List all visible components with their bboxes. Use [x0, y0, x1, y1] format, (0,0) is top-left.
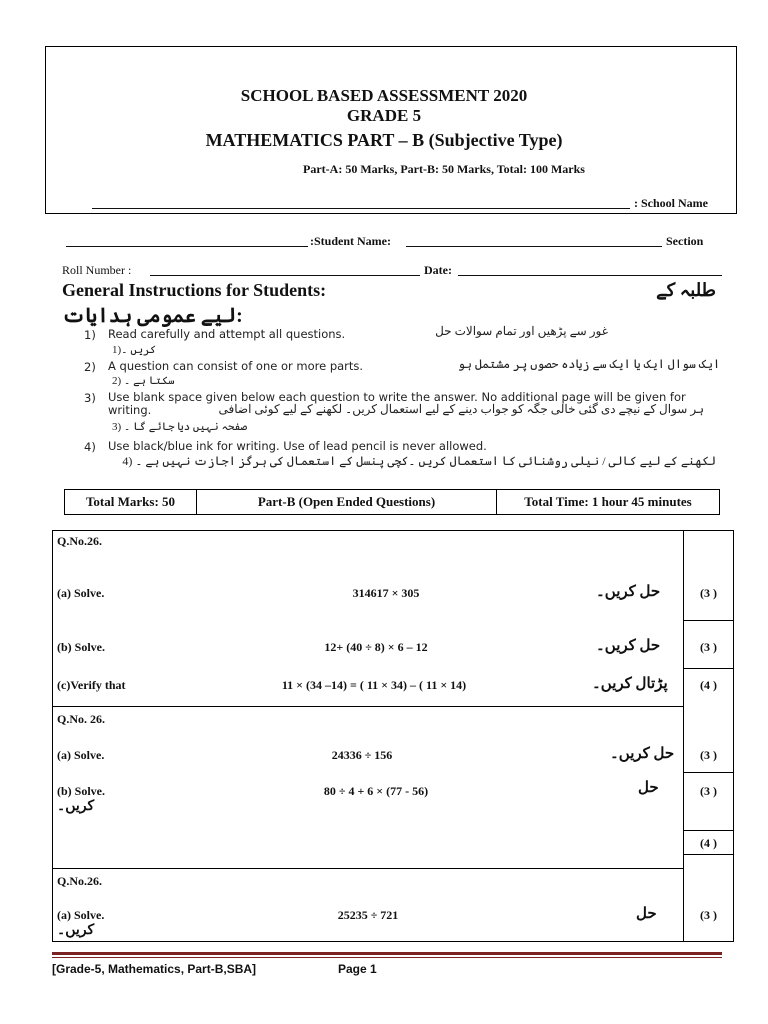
instruction-number: 4) — [84, 440, 96, 454]
footer-rule-thin — [52, 957, 722, 958]
school-name-label: : School Name — [634, 196, 708, 210]
marks-divider — [683, 772, 734, 773]
subject-title: MATHEMATICS PART – B (Subjective Type) — [205, 130, 563, 150]
marks-divider — [683, 620, 734, 621]
part-urdu: حل — [636, 906, 657, 922]
instruction-text: Use black/blue ink for writing. Use of lead pencil is never allowed. — [108, 439, 487, 453]
instruction-number: 1) — [84, 328, 96, 342]
part-expression: 12+ (40 ÷ 8) × 6 – 12 — [324, 640, 428, 654]
part-label: (a) Solve. — [57, 748, 105, 762]
part-expression: 314617 × 305 — [352, 586, 420, 600]
instruction-urdu: ہر سوال کے نیچے دی گئی خالی جگہ کو جواب دینے کے لیے استعمال کریں۔ لکھنے کے لیے کوئی اضافی — [218, 402, 704, 416]
part-urdu: حل — [638, 780, 659, 796]
part-marks: (4 ) — [700, 678, 717, 692]
part-expression: 25235 ÷ 721 — [337, 908, 399, 922]
footer-page-number: Page 1 — [338, 962, 377, 976]
part-marks: (3 ) — [700, 640, 717, 654]
instruction-urdu-cont: کریں ۔(1 — [112, 344, 157, 356]
instructions-urdu-heading-left: :لیے عمومی ہدایات — [62, 305, 243, 327]
question-divider — [52, 868, 684, 869]
question-number: Q.No. 26. — [57, 712, 105, 726]
question-number: Q.No.26. — [57, 874, 102, 888]
part-cell: Part-B (Open Ended Questions) — [197, 490, 497, 514]
question-number: Q.No.26. — [57, 534, 102, 548]
instruction-text: Use blank space given below each question to write the answer. No additional page will be given for writing. — [108, 390, 686, 417]
marks-table — [64, 489, 720, 515]
assessment-title: SCHOOL BASED ASSESSMENT 2020 — [240, 86, 528, 105]
part-expression: 80 ÷ 4 + 6 × (77 - 56) — [323, 784, 429, 798]
instruction-urdu: غور سے پڑھیں اور تمام سوالات حل — [435, 324, 608, 338]
part-marks: (3 ) — [700, 586, 717, 600]
date-label: Date: — [424, 263, 452, 277]
part-label: (b) Solve. — [57, 784, 105, 798]
part-label: (a) Solve. — [57, 908, 105, 922]
total-time-cell: Total Time: 1 hour 45 minutes — [524, 494, 692, 509]
part-marks: (3 ) — [700, 784, 717, 798]
instruction-urdu-cont: صفحہ نہیں دیا جائے گا ۔ (3 — [112, 421, 248, 433]
marks-divider — [683, 830, 734, 831]
instruction-urdu: ایک سوال ایک یا ایک سے زیادہ حصوں پر مشتمل ہو — [457, 357, 720, 371]
marks-divider — [683, 854, 734, 855]
student-name-line[interactable] — [66, 246, 308, 247]
part-expression: 11 × (34 –14) = ( 11 × 34) – ( 11 × 14) — [281, 678, 467, 692]
part-urdu: حل کریں۔ — [596, 584, 661, 600]
part-label: (c)Verify that — [57, 678, 126, 692]
question-divider — [52, 706, 684, 707]
marks-info: Part-A: 50 Marks, Part-B: 50 Marks, Total: 100 Marks — [303, 162, 585, 176]
student-name-label: :Student Name: — [310, 234, 391, 248]
section-line[interactable] — [406, 246, 662, 247]
school-name-line[interactable] — [92, 208, 630, 209]
part-label-urdu: کریں۔ — [57, 799, 95, 814]
grade-title: GRADE 5 — [346, 106, 422, 125]
instruction-number: 3) — [84, 391, 96, 405]
instruction-urdu-cont: سکتا ہے ۔ (2 — [112, 375, 175, 387]
instruction-text: Read carefully and attempt all questions. — [108, 327, 346, 341]
part-urdu: حل کریں۔ — [596, 638, 661, 654]
part-label: (b) Solve. — [57, 640, 105, 654]
part-marks: (3 ) — [700, 748, 717, 762]
part-label-urdu: کریں۔ — [57, 923, 95, 938]
instructions-heading: General Instructions for Students: — [62, 280, 327, 300]
instructions-urdu-heading-right: طلبہ کے — [656, 280, 716, 300]
part-expression: 24336 ÷ 156 — [331, 748, 393, 762]
footer-doc-label: [Grade-5, Mathematics, Part-B,SBA] — [52, 962, 257, 976]
part-urdu: حل کریں۔ — [610, 746, 675, 762]
date-line[interactable] — [458, 275, 722, 276]
instruction-urdu: لکھنے کے لیے کالی / نیلی روشنائی کا استعمال کریں ۔کچی پنسل کے استعمال کی ہرگز اجازت نہیں ہے ۔ (4 — [122, 454, 716, 468]
footer-rule — [52, 952, 722, 955]
instruction-number: 2) — [84, 360, 96, 374]
roll-number-line[interactable] — [150, 275, 420, 276]
marks-divider — [683, 668, 734, 669]
part-label: (a) Solve. — [57, 586, 105, 600]
total-marks-cell: Total Marks: 50 — [65, 490, 197, 514]
part-urdu: پڑتال کریں۔ — [592, 676, 668, 692]
roll-number-label: Roll Number : — [62, 263, 132, 277]
section-label: Section — [666, 234, 704, 248]
part-marks: (4 ) — [700, 836, 717, 850]
instruction-text: A question can consist of one or more parts. — [108, 359, 364, 373]
part-marks: (3 ) — [700, 908, 717, 922]
